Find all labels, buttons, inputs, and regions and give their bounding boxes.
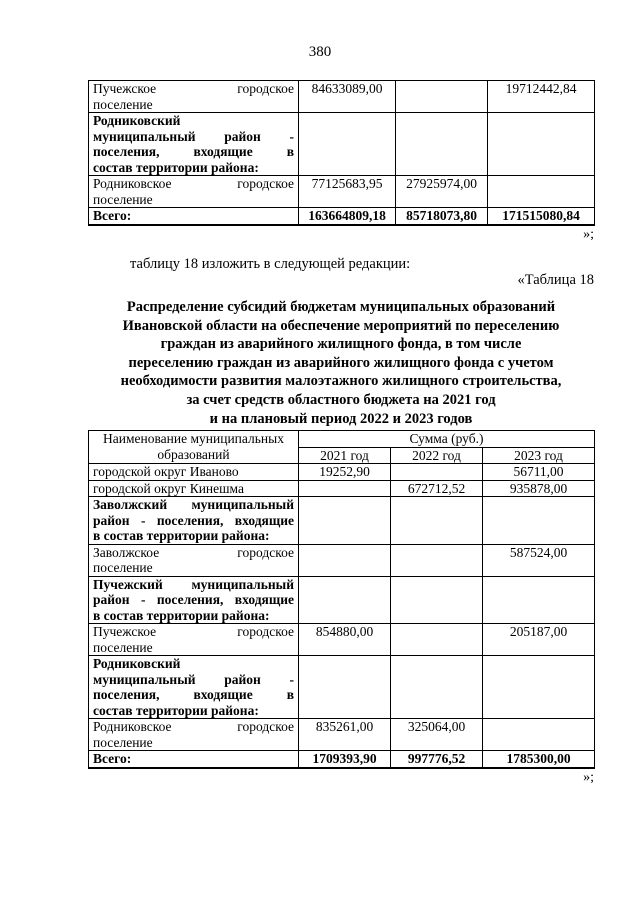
value-cell-2022 xyxy=(391,656,483,719)
value-cell-2023: 56711,00 xyxy=(483,464,595,481)
row-name-line: состав территории района: xyxy=(93,702,259,718)
value-cell-2023 xyxy=(483,656,595,719)
value-cell-2021 xyxy=(299,544,391,576)
heading-line: необходимости развития малоэтажного жилищного строительства, xyxy=(120,373,562,390)
table-18-body xyxy=(89,464,595,768)
total-value-2023: 1785300,00 xyxy=(483,751,595,768)
row-name-cell xyxy=(89,480,299,497)
table-18-header-row xyxy=(89,431,595,448)
row-name-line: Пучежское городское xyxy=(93,81,294,96)
value-cell-2023 xyxy=(488,176,595,208)
row-name-cell xyxy=(89,497,299,545)
table-heading xyxy=(88,298,594,428)
table-continued-end-mark: »; xyxy=(583,227,594,242)
header-name-line-2: образований xyxy=(157,446,230,462)
row-name-line: Родниковский xyxy=(93,656,181,671)
table-18-end-mark: »; xyxy=(583,770,594,785)
header-sum-label: Сумма (руб.) xyxy=(299,431,595,448)
table-continued-body xyxy=(89,81,595,225)
row-name-cell xyxy=(89,113,299,176)
value-cell-2021: 19252,90 xyxy=(299,464,391,481)
row-name-line: поселение xyxy=(93,191,153,207)
header-year-2023: 2023 год xyxy=(483,447,595,464)
heading-line: за счет средств областного бюджета на 2021 год xyxy=(186,391,496,408)
heading-line: и на плановый период 2022 и 2023 годов xyxy=(209,410,473,427)
value-cell-2022 xyxy=(396,81,488,113)
header-year-2021: 2021 год xyxy=(299,447,391,464)
value-cell-2021: 77125683,95 xyxy=(299,176,396,208)
total-value-2021: 163664809,18 xyxy=(299,208,396,225)
row-name-cell xyxy=(89,544,299,576)
row-name-line: поселение xyxy=(93,639,153,655)
total-value-2022: 997776,52 xyxy=(391,751,483,768)
row-name-cell xyxy=(89,719,299,751)
row-name-line: Заволжское городское xyxy=(93,544,294,560)
table-18 xyxy=(88,430,595,769)
row-name-cell xyxy=(89,176,299,208)
table-row xyxy=(89,576,595,624)
row-name-line: муниципальный район - xyxy=(93,128,294,144)
value-cell-2022 xyxy=(391,464,483,481)
row-name-cell xyxy=(89,624,299,656)
row-name-line: в состав территории района: xyxy=(93,528,270,543)
value-cell-2021 xyxy=(299,656,391,719)
value-cell-2023: 205187,00 xyxy=(483,624,595,656)
value-cell-2022: 672712,52 xyxy=(391,480,483,497)
value-cell-2022 xyxy=(391,624,483,656)
row-name-cell xyxy=(89,464,299,481)
table-row xyxy=(89,480,595,497)
row-name-line: Родниковское городское xyxy=(93,176,294,191)
table-row xyxy=(89,719,595,751)
table-row xyxy=(89,81,595,113)
row-name-line: поселение xyxy=(93,96,153,112)
value-cell-2022: 27925974,00 xyxy=(396,176,488,208)
row-name-line: поселение xyxy=(93,560,153,575)
total-label: Всего: xyxy=(89,208,299,225)
row-name-line: Заволжский муниципальный xyxy=(93,497,294,512)
table-label: «Таблица 18 xyxy=(517,272,594,288)
row-name-line: Пучежское городское xyxy=(93,624,294,639)
value-cell-2023 xyxy=(483,719,595,751)
value-cell-2021 xyxy=(299,480,391,497)
value-cell-2022 xyxy=(391,544,483,576)
row-name-line: район - поселения, входящие xyxy=(93,512,294,528)
value-cell-2023 xyxy=(483,576,595,624)
header-name-cell xyxy=(89,431,299,464)
value-cell-2022 xyxy=(391,576,483,624)
table-row xyxy=(89,497,595,545)
header-name-line-1: Наименование муниципальных xyxy=(103,431,284,446)
row-name-line: Родниковский xyxy=(93,113,181,128)
heading-line: граждан из аварийного жилищного фонда, в том числе xyxy=(160,336,522,353)
row-name-line: муниципальный район - xyxy=(93,671,294,687)
table-row xyxy=(89,656,595,719)
value-cell-2022 xyxy=(391,497,483,545)
table-row xyxy=(89,464,595,481)
row-name-line: район - поселения, входящие xyxy=(93,592,294,607)
row-name-line: в состав территории района: xyxy=(93,607,270,623)
total-row xyxy=(89,208,595,225)
value-cell-2021 xyxy=(299,497,391,545)
value-cell-2021 xyxy=(299,113,396,176)
total-value-2022: 85718073,80 xyxy=(396,208,488,225)
row-name-line: поселения, входящие в xyxy=(93,687,294,702)
row-name-cell xyxy=(89,81,299,113)
row-name-line: состав территории района: xyxy=(93,159,259,175)
value-cell-2021: 835261,00 xyxy=(299,719,391,751)
table-row xyxy=(89,544,595,576)
row-name-line: городской округ Кинешма xyxy=(93,480,244,496)
heading-line: Ивановской области на обеспечение мероприятий по переселению xyxy=(122,317,560,334)
table-continued xyxy=(88,80,595,226)
total-label: Всего: xyxy=(89,751,299,768)
total-value-2023: 171515080,84 xyxy=(488,208,595,225)
value-cell-2023: 587524,00 xyxy=(483,544,595,576)
value-cell-2022: 325064,00 xyxy=(391,719,483,751)
row-name-line: поселение xyxy=(93,734,153,750)
row-name-line: городской округ Иваново xyxy=(93,464,239,479)
table-row xyxy=(89,624,595,656)
row-name-line: поселения, входящие в xyxy=(93,144,294,159)
total-row xyxy=(89,751,595,768)
value-cell-2021: 854880,00 xyxy=(299,624,391,656)
row-name-cell xyxy=(89,656,299,719)
value-cell-2023 xyxy=(488,113,595,176)
value-cell-2023 xyxy=(483,497,595,545)
table-row xyxy=(89,176,595,208)
row-name-line: Пучежский муниципальный xyxy=(93,576,294,592)
value-cell-2023: 19712442,84 xyxy=(488,81,595,113)
row-name-line: Родниковское городское xyxy=(93,719,294,734)
heading-line: Распределение субсидий бюджетам муниципальных образований xyxy=(126,299,556,315)
heading-line: переселению граждан из аварийного жилищного фонда с учетом xyxy=(128,354,554,371)
value-cell-2021 xyxy=(299,576,391,624)
total-value-2021: 1709393,90 xyxy=(299,751,391,768)
value-cell-2023: 935878,00 xyxy=(483,480,595,497)
instruction-text: таблицу 18 изложить в следующей редакции: xyxy=(130,256,411,272)
page-number: 380 xyxy=(308,44,332,60)
value-cell-2022 xyxy=(396,113,488,176)
table-row xyxy=(89,113,595,176)
value-cell-2021: 84633089,00 xyxy=(299,81,396,113)
row-name-cell xyxy=(89,576,299,624)
header-year-2022: 2022 год xyxy=(391,447,483,464)
